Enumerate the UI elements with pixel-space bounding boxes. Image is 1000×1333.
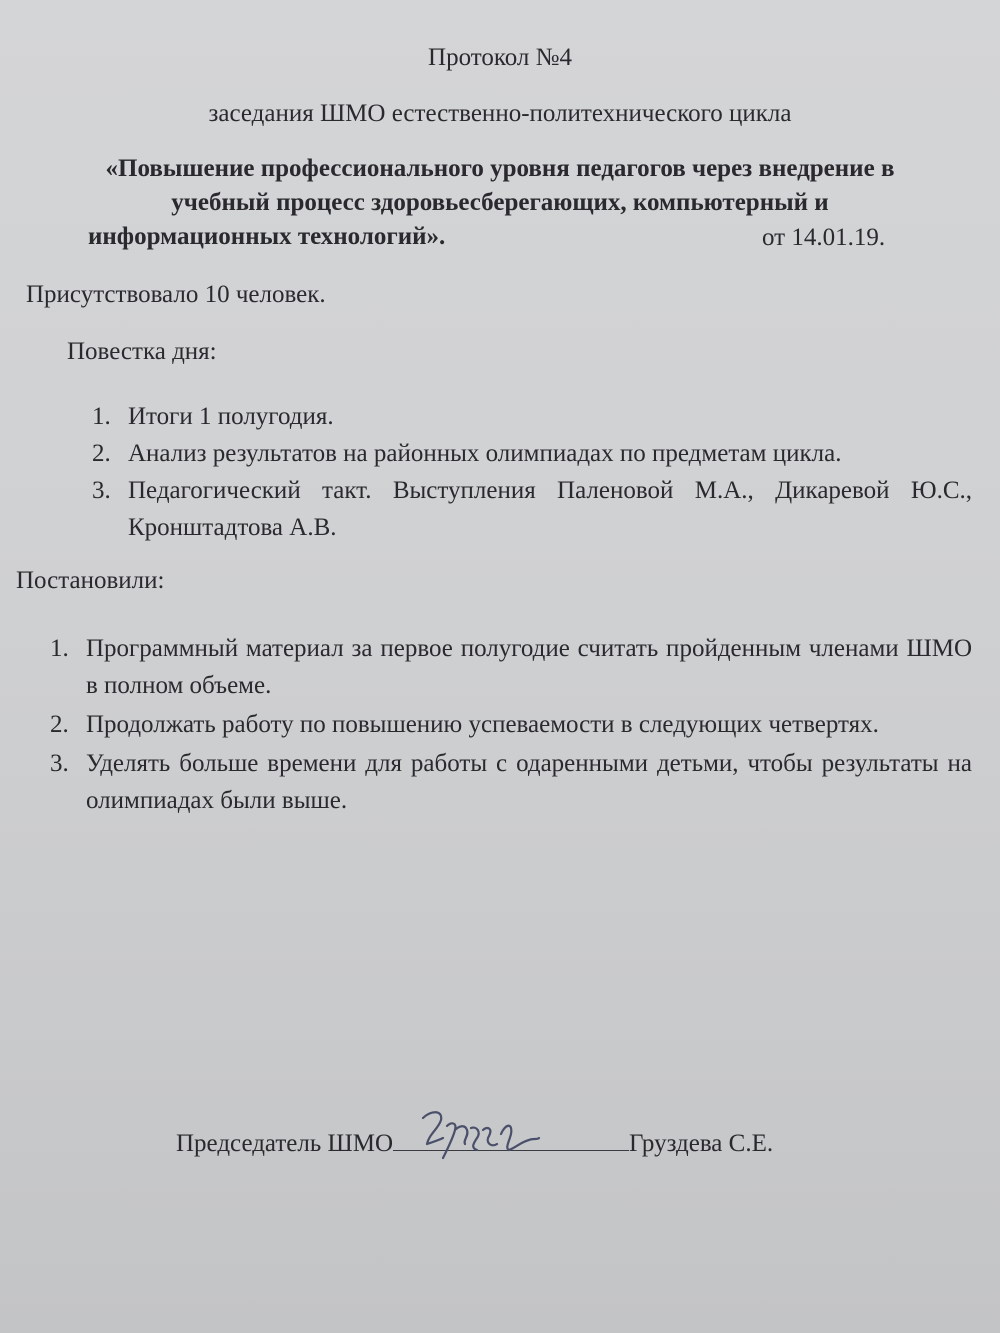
agenda-item-text: Анализ результатов на районных олимпиадах по предметам цикла. bbox=[128, 440, 842, 467]
agenda-item-text: Педагогический такт. Выступления Паленовой М.А., Дикаревой Ю.С., Кронштадтова А.В. bbox=[128, 477, 972, 541]
decision-item bbox=[50, 706, 972, 743]
meeting-subtitle: заседания ШМО естественно-политехнического цикла bbox=[208, 100, 792, 127]
agenda-item-number: 2. bbox=[92, 440, 111, 467]
protocol-title: Протокол №4 bbox=[428, 44, 572, 71]
meeting-theme bbox=[40, 152, 960, 220]
decision-item bbox=[50, 630, 972, 704]
decision-item-number: 2. bbox=[50, 711, 69, 738]
theme-line-2: учебный процесс здоровьесберегающих, компьютерный и bbox=[171, 189, 829, 216]
agenda-list bbox=[92, 398, 972, 546]
decision-item bbox=[50, 745, 972, 819]
agenda-item-text: Итоги 1 полугодия. bbox=[128, 403, 334, 430]
decision-item-text: Уделять больше времени для работы с одаренными детьми, чтобы результаты на олимпиадах были выше. bbox=[86, 750, 972, 814]
attendance-text: Присутствовало 10 человек. bbox=[26, 281, 326, 308]
agenda-heading: Повестка дня: bbox=[67, 338, 217, 365]
theme-line-1: «Повышение профессионального уровня педагогов через внедрение в bbox=[105, 155, 895, 182]
agenda-item bbox=[92, 435, 972, 472]
decision-item-text: Продолжать работу по повышению успеваемости в следующих четвертях. bbox=[86, 711, 879, 738]
signature-row bbox=[176, 1124, 773, 1158]
meeting-date: от 14.01.19. bbox=[762, 224, 886, 251]
decision-item-number: 3. bbox=[50, 750, 69, 777]
agenda-item-number: 3. bbox=[92, 477, 111, 504]
agenda-item bbox=[92, 398, 972, 435]
decision-item-text: Программный материал за первое полугодие считать пройденным членами ШМО в полном объеме. bbox=[86, 635, 972, 699]
chairman-name: Груздева С.Е. bbox=[629, 1130, 774, 1157]
agenda-item-number: 1. bbox=[92, 403, 111, 430]
theme-line-3: информационных технологий». bbox=[88, 223, 446, 250]
decision-item-number: 1. bbox=[50, 635, 69, 662]
signature-line bbox=[393, 1124, 629, 1151]
decisions-list bbox=[50, 630, 972, 821]
chairman-label: Председатель ШМО bbox=[176, 1130, 394, 1157]
agenda-item bbox=[92, 472, 972, 546]
handwritten-signature bbox=[413, 1104, 543, 1164]
decisions-heading: Постановили: bbox=[16, 567, 165, 594]
